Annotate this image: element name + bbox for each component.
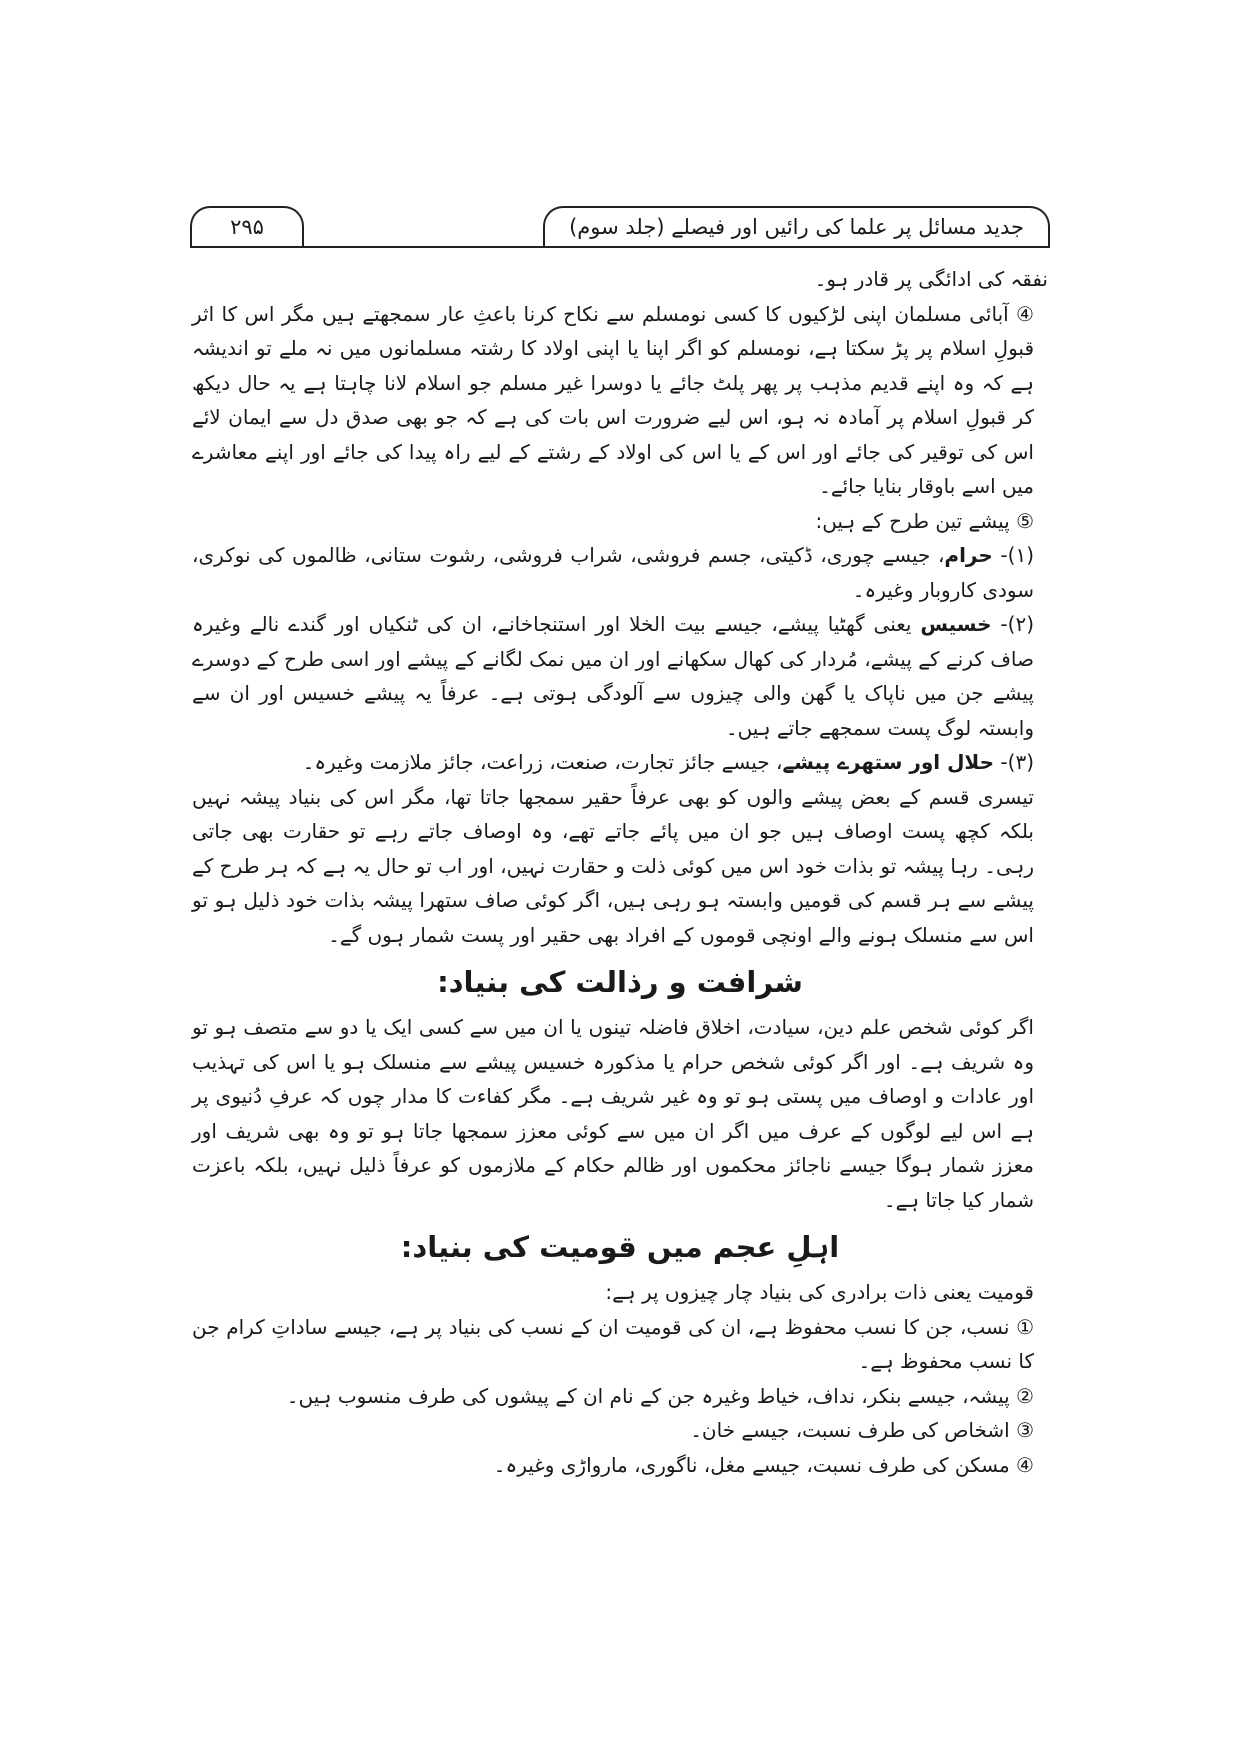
paragraph: نفقہ کی ادائگی پر قادر ہو۔ <box>814 267 1048 291</box>
item-text: یعنی گھٹیا پیشے، جیسے بیت الخلا اور استنجاخانے، ان کی ٹنکیاں اور گندے نالے وغیرہ صاف کرنے کے پیشے، مُردار کی کھال سکھانے اور ان میں نمک لگانے کے پیشے اور اسی طرح کے دوسرے پیشے جن میں ناپاک یا گھن والی چیزوں سے آلودگی ہوتی ہے۔ عرفاً یہ پیشے خسیس اور ان سے وابستہ لوگ پست سمجھے جاتے ہیں۔ <box>192 612 1034 740</box>
item-text: ، جیسے چوری، ڈکیتی، جسم فروشی، شراب فروشی، رشوت ستانی، ظالموں کی نوکری، سودی کاروبار وغیرہ۔ <box>192 543 1034 602</box>
list-item <box>192 607 1048 745</box>
book-title: جدید مسائل پر علما کی رائیں اور فیصلے (جلد سوم) <box>543 206 1050 246</box>
header-rule <box>190 246 1050 248</box>
list-item: ② پیشہ، جیسے بنکر، نداف، خیاط وغیرہ جن کے نام ان کے پیشوں کی طرف منسوب ہیں۔ <box>286 1383 1034 1408</box>
list-item: ③ اشخاص کی طرف نسبت، جیسے خان۔ <box>690 1418 1034 1442</box>
list-item: ④ مسکن کی طرف نسبت، جیسے مغل، ناگوری، مارواڑی وغیرہ۔ <box>493 1452 1034 1477</box>
item-term: حرام <box>944 543 993 567</box>
paragraph: ④ آبائی مسلمان اپنی لڑکیوں کا کسی نومسلم سے نکاح کرنا باعثِ عار سمجھتے ہیں مگر اس کا اثر قبولِ اسلام پر پڑ سکتا ہے، نومسلم کو اگر اپنا یا اپنی اولاد کا رشتہ مسلمانوں میں نہ ملے تو اندیشہ ہے کہ وہ اپنے قدیم مذہب پر پھر پلٹ جائے یا دوسرا غیر مسلم جو اسلام لانا چاہتا ہے یہ حال دیکھ کر قبولِ اسلام پر آمادہ نہ ہو، اس لیے ضرورت اس بات کی ہے کہ جو بھی صدق دل سے ایمان لائے اس کی توقیر کی جائے اور اس کے یا اس کی اولاد کے رشتے کے لیے راہ پیدا کی جائے اور اپنے معاشرے میں اسے باوقار بنایا جائے۔ <box>192 301 1034 498</box>
item-number: (۱)- <box>1000 543 1035 567</box>
page-number: ۲۹۵ <box>190 206 304 246</box>
list-item <box>192 538 1048 607</box>
page-header <box>190 206 1050 248</box>
paragraph: ⑤ پیشے تین طرح کے ہیں: <box>815 508 1034 533</box>
section-heading: اہلِ عجم میں قومیت کی بنیاد: <box>400 1230 840 1264</box>
item-text: ، جیسے جائز تجارت، صنعت، زراعت، جائز ملازمت وغیرہ۔ <box>302 750 783 774</box>
paragraph: اگر کوئی شخص علم دین، سیادت، اخلاق فاضلہ تینوں یا ان میں سے کسی ایک یا دو سے متصف ہو تو وہ شریف ہے۔ اور اگر کوئی شخص حرام یا مذکورہ خسیس پیشے سے منسلک ہو یا اس کی تہذیب اور عادات و اوصاف میں پستی ہو تو وہ غیر شریف ہے۔ مگر کفاءت کا مدار چوں کہ عرفِ دُنیوی پر ہے اس لیے لوگوں کے عرف میں اگر ان میں سے کوئی معزز سمجھا جاتا ہو تو وہ بھی شریف اور معزز شمار ہوگا جیسے ناجائز محکموں اور ظالم حکام کے ملازموں کو عرفاً ذلیل نہیں، بلکہ باعزت شمار کیا جاتا ہے۔ <box>192 1015 1034 1212</box>
section-heading: شرافت و رذالت کی بنیاد: <box>437 965 803 999</box>
paragraph: قومیت یعنی ذات برادری کی بنیاد چار چیزوں پر ہے: <box>605 1280 1034 1304</box>
list-item: ① نسب، جن کا نسب محفوظ ہے، ان کی قومیت ان کے نسب کی بنیاد پر ہے، جیسے ساداتِ کرام جن کا نسب محفوظ ہے۔ <box>192 1314 1034 1373</box>
item-term: حلال اور ستھرے پیشے <box>782 750 995 774</box>
item-number: (۳)- <box>1000 750 1034 774</box>
item-number: (۲)- <box>1000 612 1034 636</box>
paragraph: تیسری قسم کے بعض پیشے والوں کو بھی عرفاً حقیر سمجھا جاتا تھا، مگر اس کی بنیاد پیشہ نہیں بلکہ کچھ پست اوصاف ہیں جو ان میں پائے جاتے تھے، وہ اوصاف جاتے رہے تو حقارت بھی جاتی رہی۔ رہا پیشہ تو بذات خود اس میں کوئی ذلت و حقارت نہیں، اور اب تو حال یہ ہے کہ ہر طرح کے پیشے سے ہر قسم کی قومیں وابستہ ہو رہی ہیں، اگر کوئی صاف ستھرا پیشہ بذات خود ذلیل ہو تو اس سے منسلک ہونے والے اونچی قوموں کے افراد بھی حقیر اور پست شمار ہوں گے۔ <box>192 784 1034 947</box>
page-body <box>192 262 1048 1482</box>
list-item <box>192 745 1048 780</box>
item-term: خسیس <box>920 612 992 636</box>
